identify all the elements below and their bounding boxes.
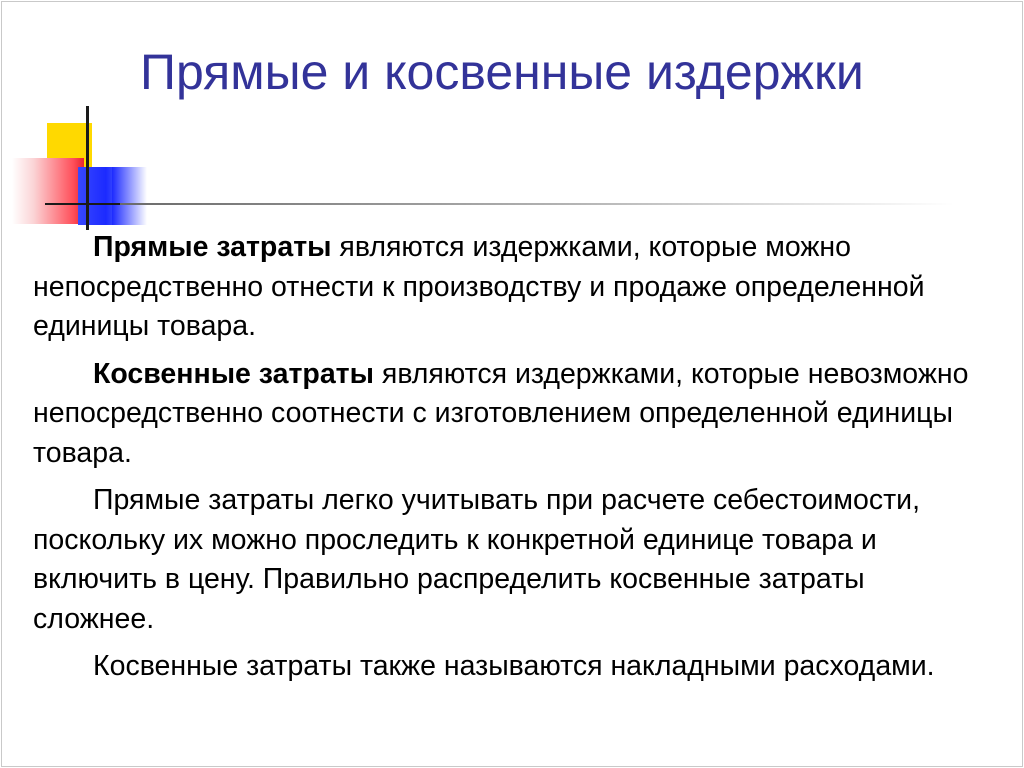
blue-fade-decoration — [112, 167, 147, 225]
vertical-line-decoration — [86, 106, 89, 230]
slide-body — [33, 228, 983, 695]
paragraph-text: являются издержками, которые можно непосредственно отнести к производству и продаже определенной единицы товара. — [33, 231, 925, 342]
slide-title: Прямые и косвенные издержки — [140, 44, 864, 100]
paragraph-overhead-note — [33, 647, 983, 687]
paragraph-lead-term: Прямые затраты — [93, 231, 332, 263]
paragraph-text: Косвенные затраты также называются накладными расходами. — [93, 650, 935, 682]
paragraph-indirect-costs — [33, 355, 983, 474]
title-underline-rule — [120, 203, 954, 205]
paragraph-text: являются издержками, которые невозможно непосредственно соотнести с изготовлением определенной единицы товара. — [33, 357, 969, 469]
paragraph-lead-term: Косвенные затраты — [93, 357, 374, 390]
paragraph-text: Прямые затраты легко учитывать при расчете себестоимости, поскольку их можно проследить к конкретной единице товара и включить в цену. Правильно распределить косвенные затраты сложнее. — [33, 484, 921, 635]
paragraph-costing-note — [33, 481, 983, 639]
red-square-decoration — [12, 158, 84, 224]
paragraph-direct-costs — [33, 228, 983, 347]
